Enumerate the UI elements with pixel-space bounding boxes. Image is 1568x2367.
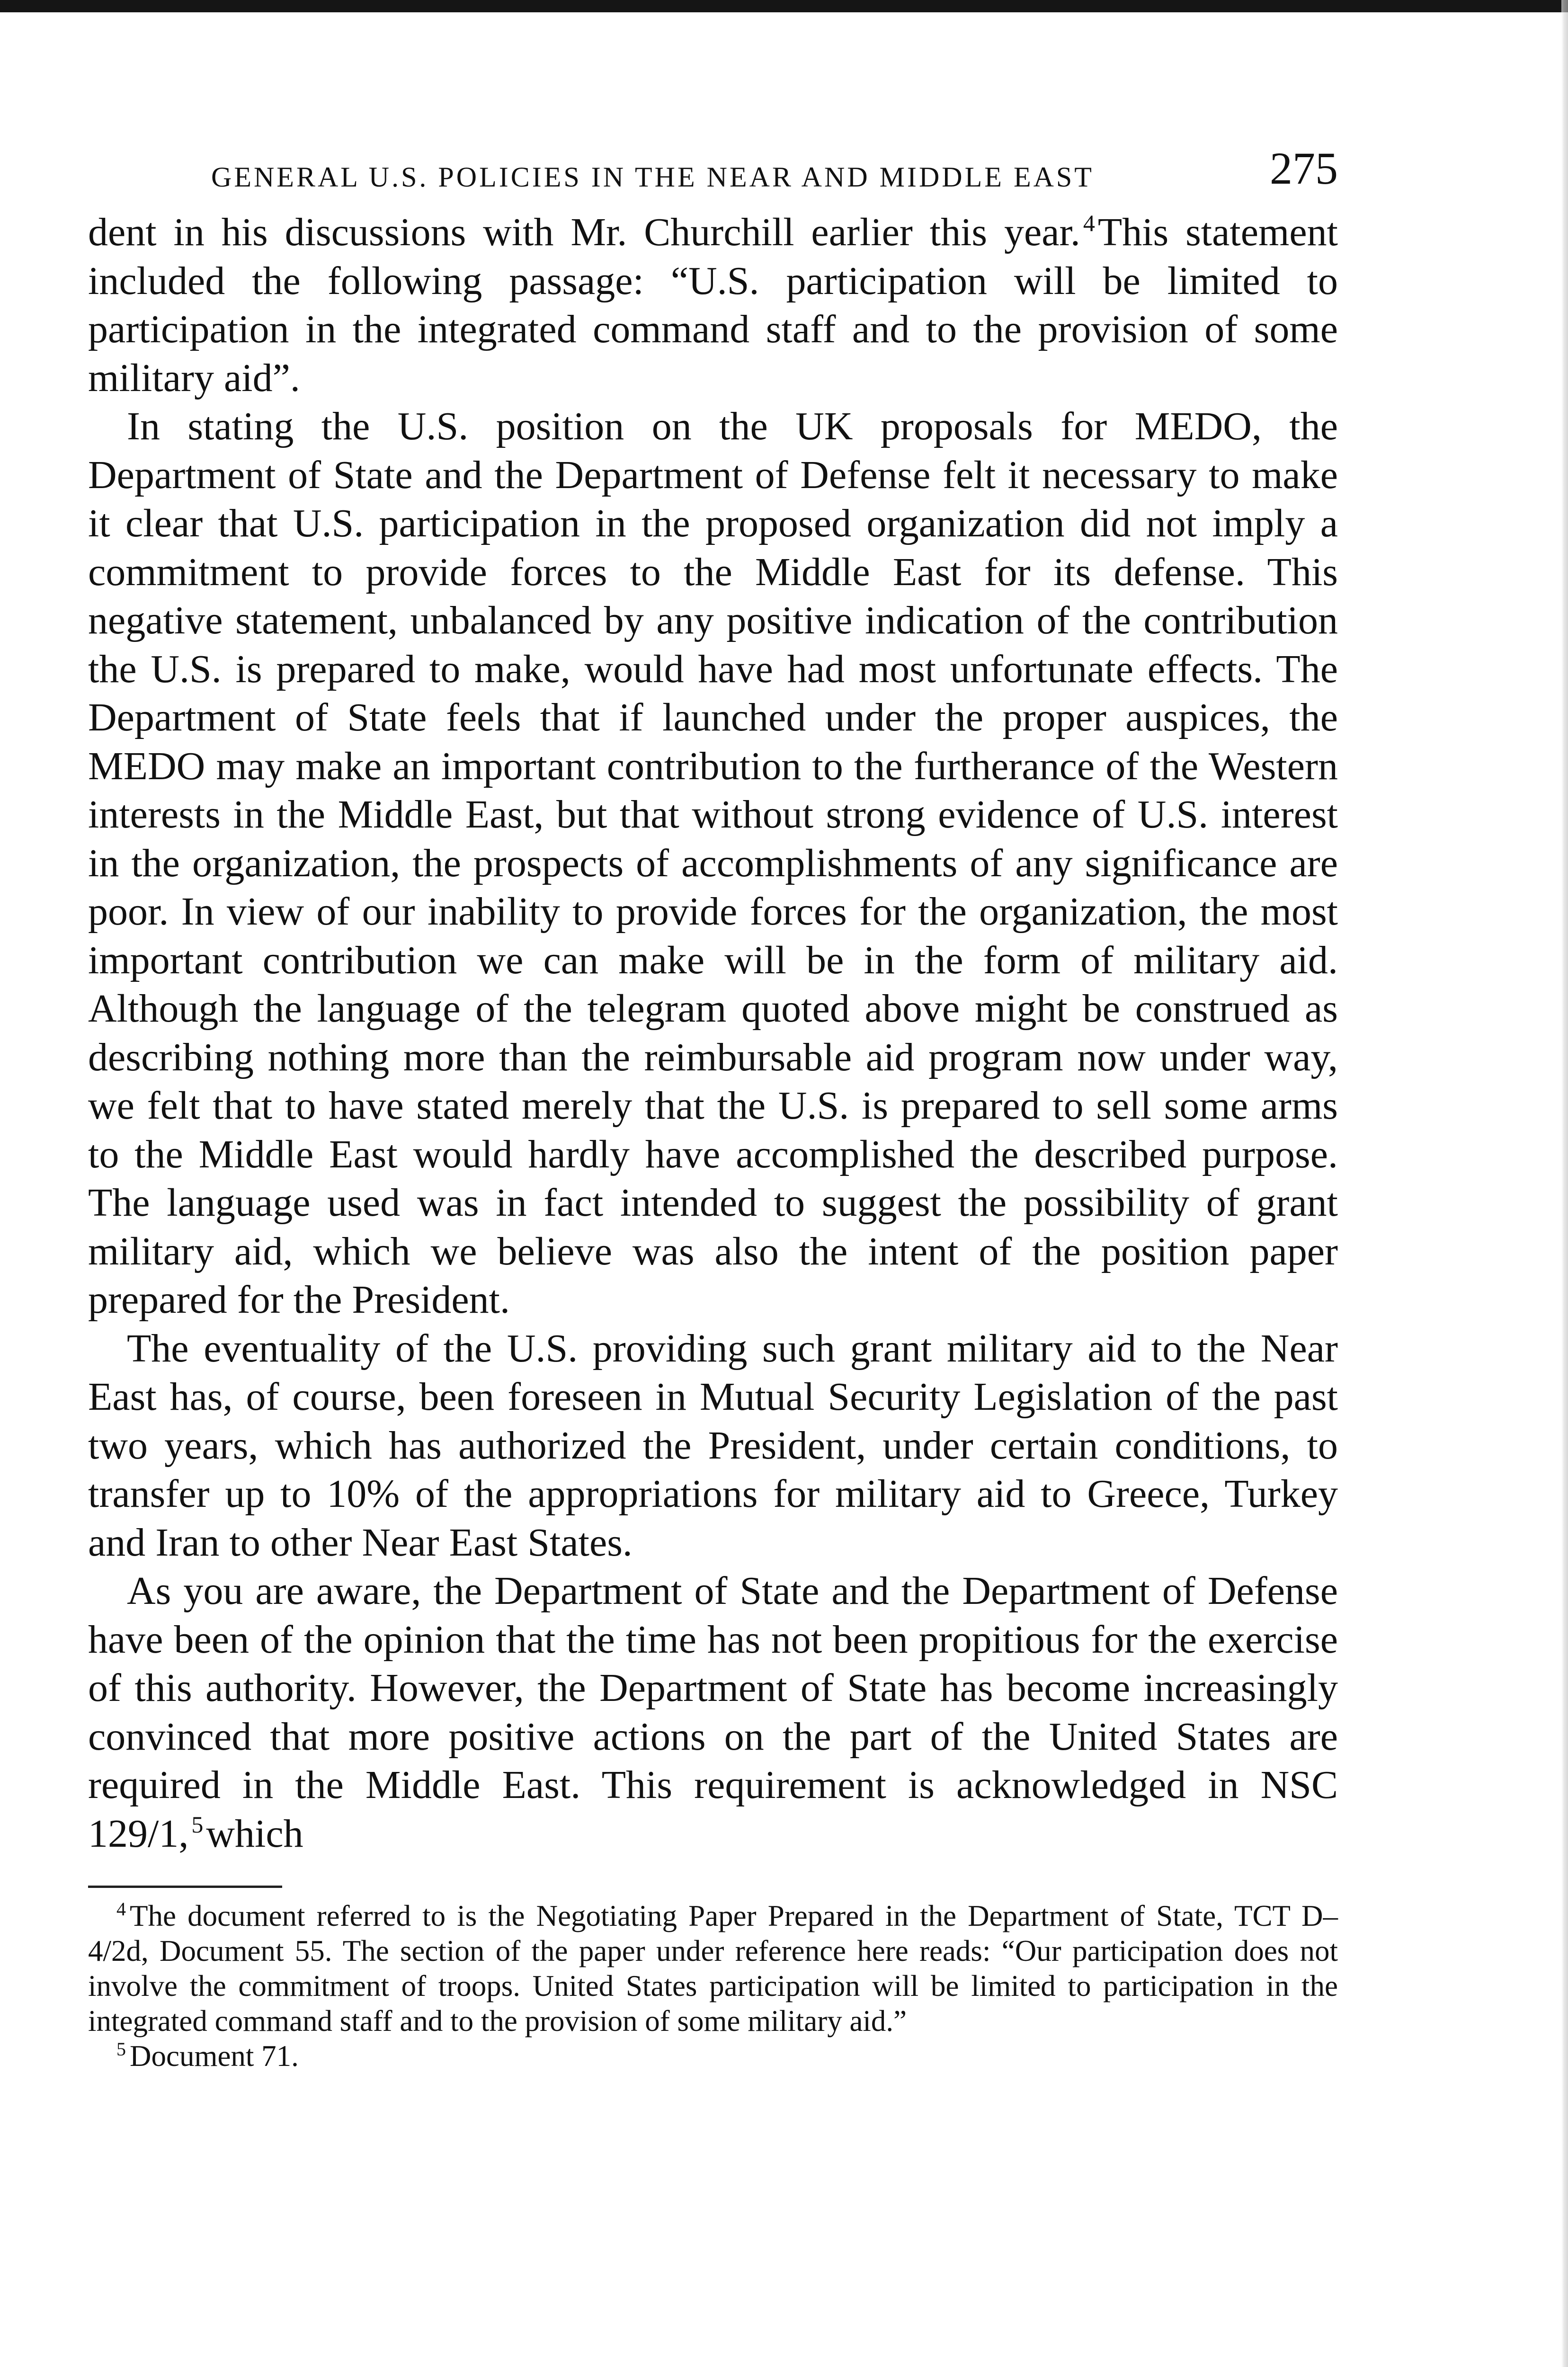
paragraph-1-text-a: dent in his discussions with Mr. Churchill earlier this year. (88, 210, 1080, 254)
paragraph-3: The eventuality of the U.S. providing such grant military aid to the Near East has, of course, been foreseen in Mutual Security Legislation of the past two years, which has authorized the President, under certain conditions, to transfer up to 10% of the appropriations for military aid to Greece, Turkey and Iran to other Near East States. (88, 1326, 1338, 1565)
scan-top-edge (0, 0, 1568, 12)
running-title: GENERAL U.S. POLICIES IN THE NEAR AND MIDDLE EAST (211, 161, 1094, 193)
paragraph-2: In stating the U.S. position on the UK proposals for MEDO, the Department of State and the Department of Defense felt it necessary to make it clear that U.S. participation in the proposed organization did not imply a commitment to provide forces to the Middle East for its defense. This negative statement, unbalanced by any positive indication of the contribution the U.S. is prepared to make, would have had most unfortunate effects. The Department of State feels that if launched under the proper auspices, the MEDO may make an important contribution to the furtherance of the Western interests in the Middle East, but that without strong evidence of U.S. interest in the organization, the prospects of accomplishments of any significance are poor. In view of our inability to provide forces for the organization, the most important contribution we can make will be in the form of military aid. Although the language of the telegram quoted above might be construed as describing nothing more than the reimbursable aid program now under way, we felt that to have stated merely that the U.S. is prepared to sell some arms to the Middle East would hardly have accomplished the described purpose. The language used was in fact intended to suggest the possibility of grant military aid, which we believe was also the intent of the position paper prepared for the President. (88, 404, 1338, 1322)
footnote-4-mark: 4 (116, 1898, 126, 1920)
footnote-5 (88, 2038, 1338, 2073)
footnote-divider (88, 1886, 282, 1888)
scan-right-edge (1561, 0, 1568, 2367)
footnote-5-text: Document 71. (130, 2039, 299, 2073)
paragraph-1 (88, 208, 1338, 402)
footnote-4 (88, 1898, 1338, 2038)
footnote-ref-4[interactable]: 4 (1083, 210, 1095, 236)
paragraph-4-text-b: which (206, 1811, 303, 1856)
paragraph-4 (88, 1567, 1338, 1858)
paragraph-4-text-a: As you are aware, the Department of State and the Department of Defense have been of the opinion that the time has not been propitious for the exercise of this authority. However, the Department of State has become increasingly convinced that more positive actions on the part of the United States are required in the Middle East. This requirement is acknowledged in NSC 129/1, (88, 1569, 1338, 1856)
footnote-5-mark: 5 (116, 2038, 126, 2060)
footnotes (88, 1898, 1338, 2073)
footnote-4-text: The document referred to is the Negotiating Paper Prepared in the Department of State, TCT D–4/2d, Document 55. The section of the paper under reference here reads: “Our participation does not involve the commitment of troops. United States participation will be limited to participation in the integrated command staff and to the provision of some military aid.” (88, 1899, 1338, 2038)
body-text (88, 208, 1338, 1858)
running-header (88, 137, 1338, 208)
footnote-ref-5[interactable]: 5 (191, 1811, 204, 1838)
page-number: 275 (1270, 143, 1338, 194)
paragraph-1-text-b: This statement included the following passage: “U.S. participation will be limited to participation in the integrated command staff and to the provision of some military aid”. (88, 210, 1338, 400)
document-page (88, 137, 1338, 2073)
